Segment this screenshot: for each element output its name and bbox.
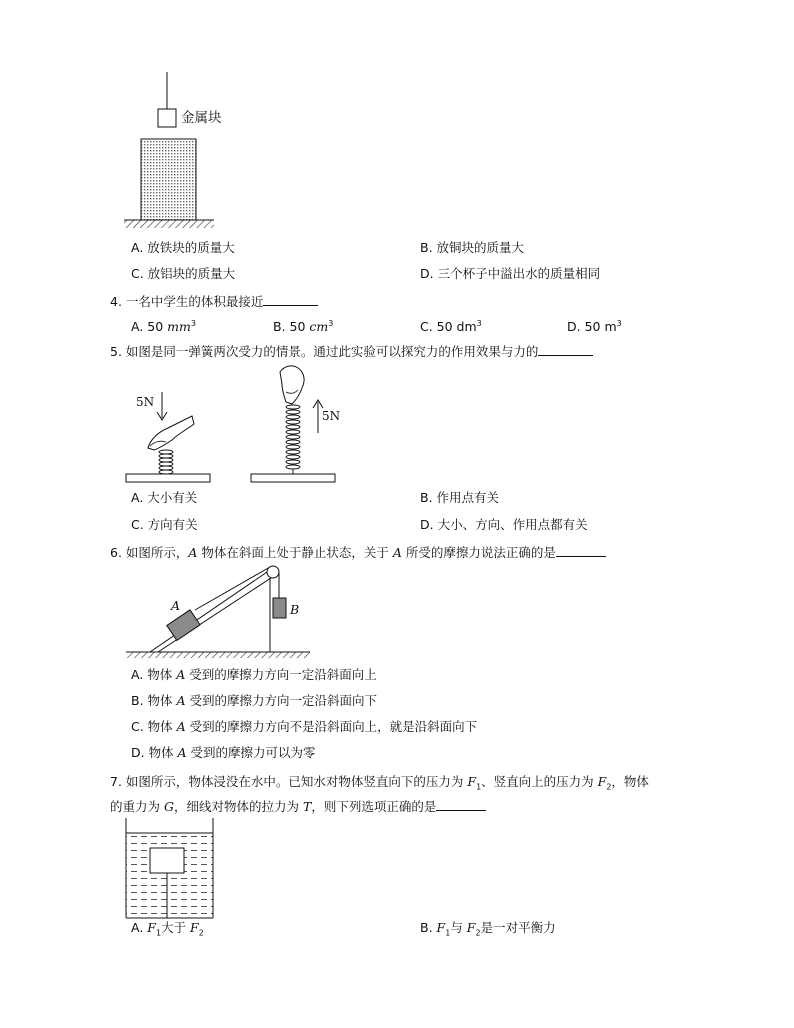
q6-option-b: B. 物体 A 受到的摩擦力方向一定沿斜面向下 [131,693,378,708]
q3-option-d: D. 三个杯子中溢出水的质量相同 [420,266,601,281]
metal-block-label: 金属块 [181,110,222,126]
block-a [167,610,200,641]
left-hand [148,416,194,450]
q4-option-c: C. 50 $dm^3$ [420,319,482,335]
q4-stem: 4. 一名中学生的体积最接近 [110,293,318,310]
q6-block-a-label: A [171,598,181,613]
q5-answer-blank[interactable] [538,343,593,356]
submerged-object [150,848,184,873]
q6-ground [126,652,310,658]
q3-ground [124,220,214,228]
q5-option-b: B. 作用点有关 [420,490,500,505]
q7-option-b: B. $F_1$与 $F_2$是一对平衡力 [420,920,556,938]
q7-option-a: A. $F_1$大于 $F_2$ [131,920,204,938]
q5-force-left-label: 5N [136,395,155,409]
q5-stem: 5. 如图是同一弹簧两次受力的情景。通过此实验可以探究力的作用效果与力的 [110,343,593,360]
q6-stem: 6. 如图所示，A 物体在斜面上处于静止状态，关于 A 所受的摩擦力说法正确的是 [110,544,606,561]
q7-answer-blank[interactable] [436,798,486,811]
q6-block-b-label: B [290,602,300,617]
right-hand [280,366,304,404]
q6-option-d: D. 物体 A 受到的摩擦力可以为零 [131,745,316,760]
q4-option-a: A. 50 $mm^3$ [131,319,196,335]
q5-force-right-label: 5N [322,409,341,423]
q7-stem-line1: 7. 如图所示，物体浸没在水中。已知水对物体竖直向下的压力为 $F_1$、竖直向上的压力为 $F_2$，物体 [110,774,649,792]
q5-option-d: D. 大小、方向、作用点都有关 [420,517,588,532]
q4-answer-blank[interactable] [263,293,318,306]
q6-option-a: A. 物体 A 受到的摩擦力方向一定沿斜面向上 [131,667,377,682]
q4-option-b: B. 50 $cm^3$ [273,319,334,335]
metal-block [158,109,176,127]
q3-option-c: C. 放铝块的质量大 [131,266,236,281]
q5-option-a: A. 大小有关 [131,490,198,505]
q7-stem-line2: 的重力为 G，细线对物体的拉力为 T，则下列选项正确的是 [110,798,486,815]
block-b [273,598,286,618]
q3-figure [124,72,214,228]
q5-option-c: C. 方向有关 [131,517,198,532]
q3-option-b: B. 放铜块的质量大 [420,240,525,255]
q6-option-c: C. 物体 A 受到的摩擦力方向不是沿斜面向上，就是沿斜面向下 [131,719,478,734]
q7-figure [126,818,213,918]
left-platform [126,474,210,482]
water-cup [141,139,196,220]
q5-figure [126,366,335,482]
q4-option-d: D. 50 $m^3$ [567,319,622,335]
q3-option-a: A. 放铁块的质量大 [131,240,235,255]
q6-answer-blank[interactable] [556,544,606,557]
water [126,833,213,918]
compressed-spring [159,450,173,474]
stretched-spring [286,405,300,474]
q6-figure [126,566,310,658]
right-platform [251,474,335,482]
